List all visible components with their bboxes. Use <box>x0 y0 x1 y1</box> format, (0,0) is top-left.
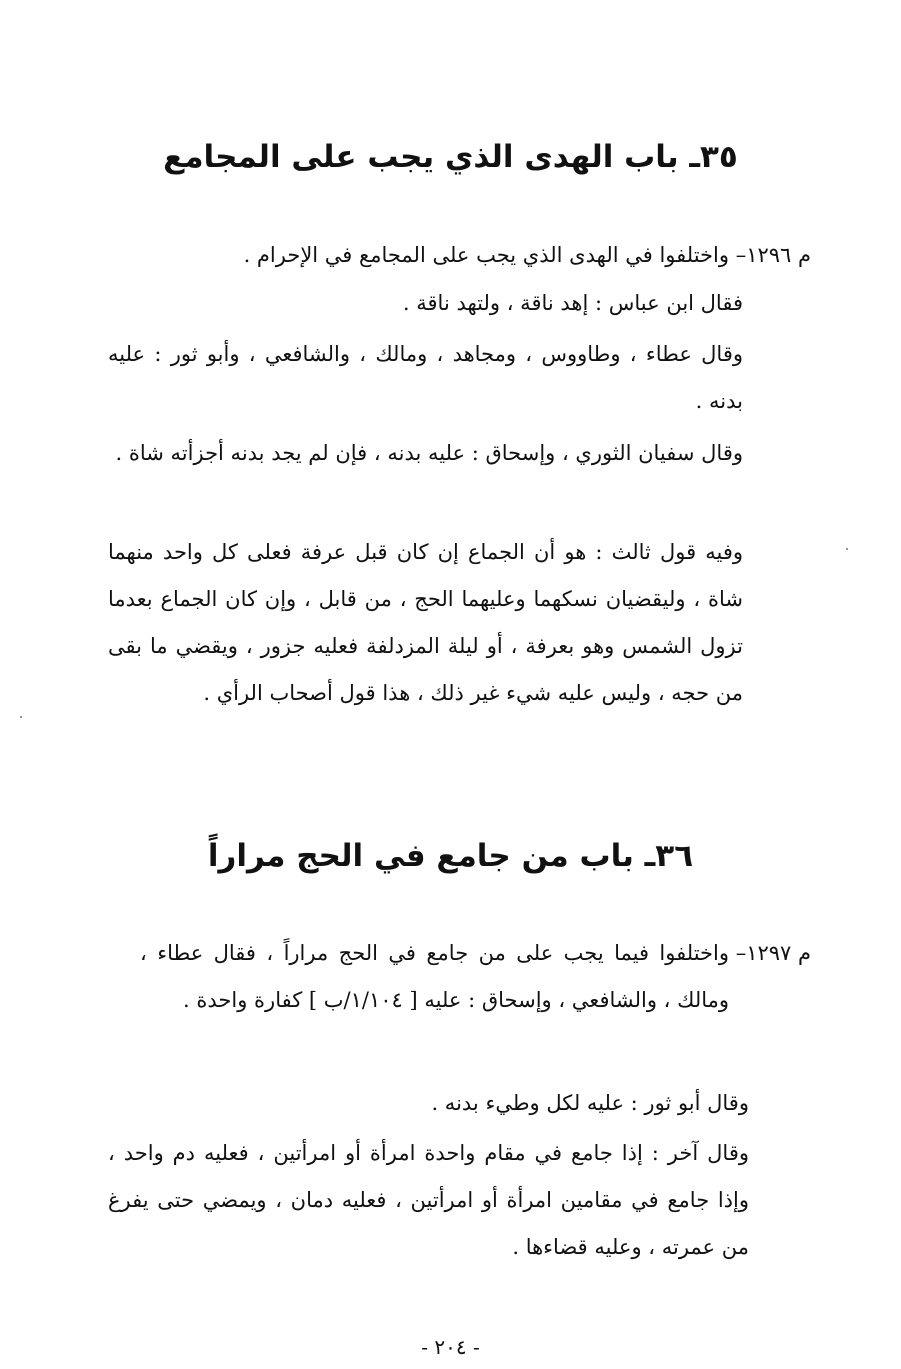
scan-speck <box>846 548 848 550</box>
section-36-intro: واختلفوا فيما يجب على من جامع في الحج مراراً ، فقال عطاء ، ومالك ، والشافعي ، وإسحاق : عليه [ ١/١٠٤/ب ] كفارة واحدة . <box>140 941 729 1012</box>
section-35-paragraph-ibn-abbas: فقال ابن عباس : إهد ناقة ، ولتهد ناقة . <box>402 291 743 315</box>
item-number-1296: م ١٢٩٦– <box>735 243 811 267</box>
page-number: - ٢٠٤ - <box>421 1335 480 1359</box>
section-36-paragraph-other-opinion: وقال آخر : إذا جامع في مقام واحدة امرأة أو امرأتين ، فعليه دم واحد ، وإذا جامع في مقامين امرأة أو امرأتين ، فعليه دمان ، ويمضي حتى يفرغ من عمرته ، وعليه قضاءها . <box>108 1141 749 1259</box>
section-35-heading: ٣٥ـ باب الهدى الذي يجب على المجامع <box>163 139 738 175</box>
scan-speck <box>20 716 22 718</box>
section-35-paragraph-ata: وقال عطاء ، وطاووس ، ومجاهد ، ومالك ، والشافعي ، وأبو ثور : عليه بدنه . <box>108 342 743 413</box>
section-35-paragraph-third-opinion: وفيه قول ثالث : هو أن الجماع إن كان قبل عرفة فعلى كل واحد منهما شاة ، وليقضيان نسكهما وعليهما الحج ، من قابل ، وإن كان الجماع بعدما تزول الشمس وهو بعرفة ، أو ليلة المزدلفة فعليه جزور ، ويقضي ما بقى من حجه ، وليس عليه شيء غير ذلك ، هذا قول أصحاب الرأي . <box>108 540 743 705</box>
section-36-paragraph-abu-thawr: وقال أبو ثور : عليه لكل وطيء بدنه . <box>431 1091 749 1115</box>
section-36-heading: ٣٦ـ باب من جامع في الحج مراراً <box>207 838 694 874</box>
item-number-1297: م ١٢٩٧– <box>735 941 811 965</box>
section-35-paragraph-sufyan: وقال سفيان الثوري ، وإسحاق : عليه بدنه ، فإن لم يجد بدنه أجزأته شاة . <box>115 441 743 465</box>
section-35-intro: واختلفوا في الهدى الذي يجب على المجامع في الإحرام . <box>243 243 729 267</box>
